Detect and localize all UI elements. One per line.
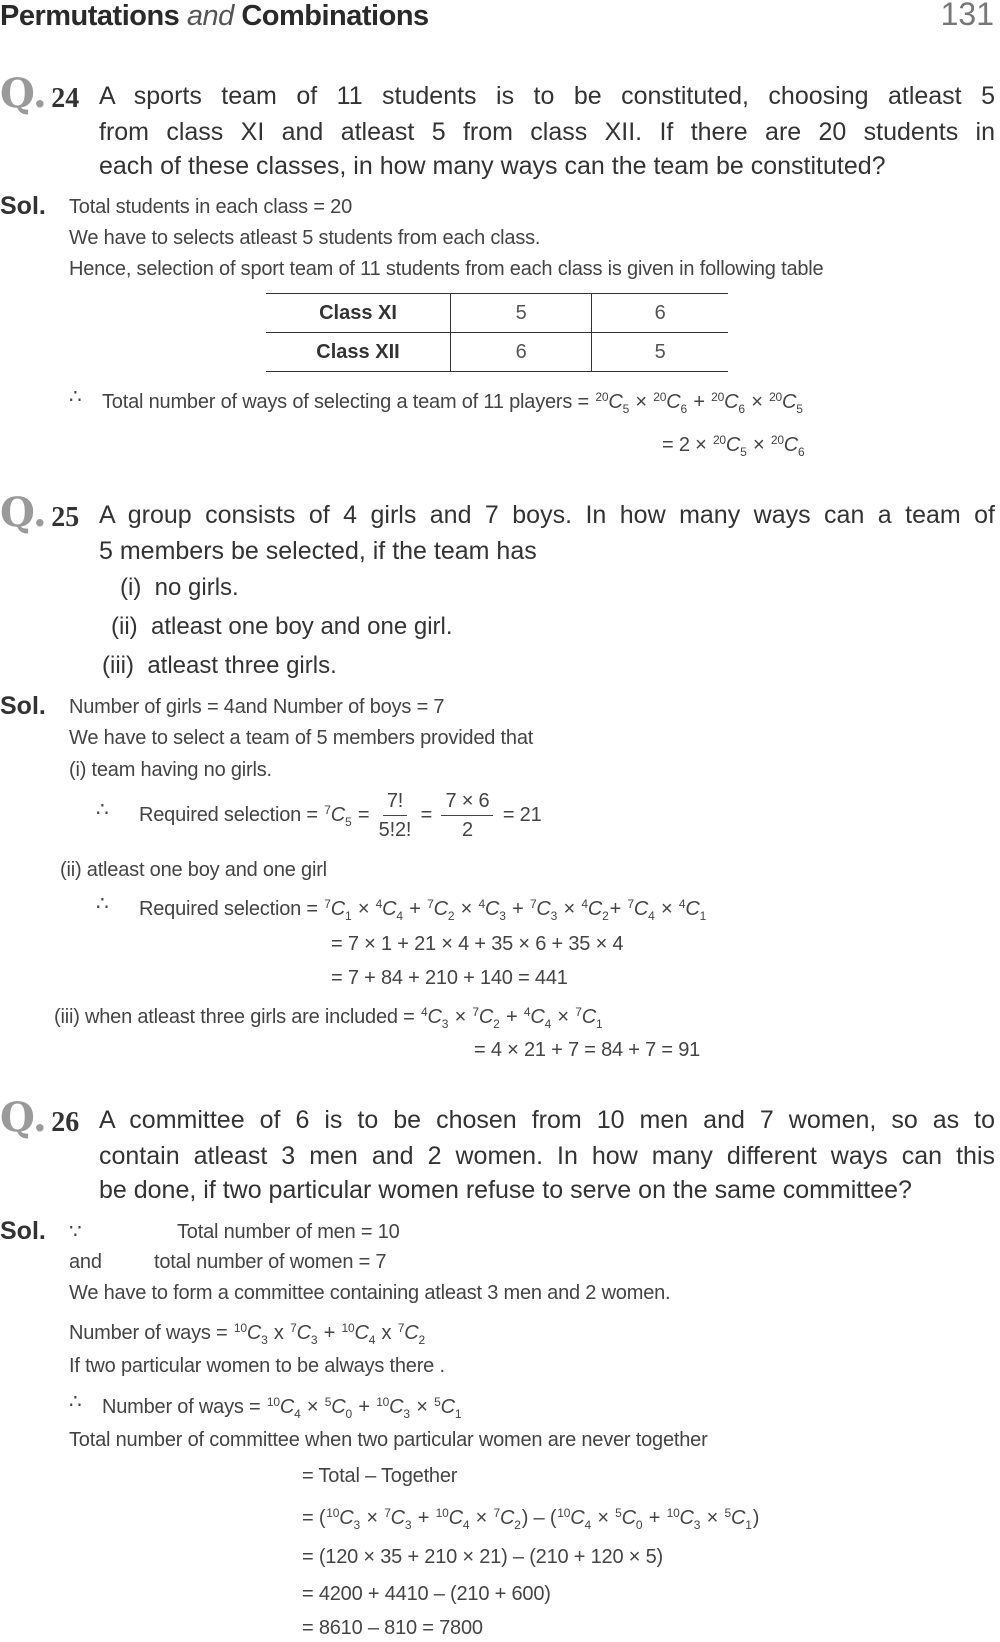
- math-text: ×: [558, 898, 581, 920]
- math-text: ×: [470, 1507, 493, 1529]
- math-text: x: [376, 1322, 397, 1344]
- solution-label: Sol.: [0, 192, 46, 220]
- combination-c: C: [621, 1507, 636, 1529]
- combination-r: 2: [493, 1017, 500, 1031]
- combination-r: 2: [418, 1333, 425, 1347]
- combination-n: 7: [575, 1005, 582, 1019]
- math-text: ×: [552, 1006, 575, 1028]
- table-cell: Class XII: [316, 340, 400, 363]
- combination: [769, 383, 803, 423]
- combination: [324, 890, 351, 930]
- solution-line: We have to select a team of 5 members provided that: [69, 727, 534, 749]
- table-cell: Class XI: [266, 294, 451, 333]
- fraction-numerator: 7!: [383, 787, 407, 816]
- combination-n: 7: [627, 897, 634, 911]
- combination-r: 4: [396, 909, 403, 923]
- question-number: 24: [51, 83, 80, 114]
- combination-c: C: [783, 434, 799, 456]
- combination-r: 4: [294, 1407, 301, 1421]
- math-text: +: [412, 1507, 435, 1529]
- question-text: 5 members be selected, if the team has: [99, 537, 537, 565]
- combination: [326, 1499, 360, 1539]
- combination-r: 1: [745, 1518, 752, 1532]
- solution-label: Sol.: [0, 692, 46, 720]
- solution-label: Sol.: [0, 1217, 46, 1245]
- combination-c: C: [685, 898, 700, 920]
- math-expression: [69, 1314, 426, 1347]
- combination-n: 20: [595, 390, 609, 404]
- question-text: contain atleast 3 men and 2 women. In how many different ways can this: [99, 1142, 995, 1170]
- combination-c: C: [433, 898, 448, 920]
- math-text: +: [403, 898, 427, 920]
- combination: [479, 890, 506, 930]
- combination-n: 4: [581, 897, 588, 911]
- combination-r: 1: [596, 1017, 603, 1031]
- math-text: Number of ways =: [69, 1322, 233, 1344]
- combination: [398, 1314, 425, 1354]
- combination-c: C: [339, 1507, 354, 1529]
- math-text: ×: [455, 898, 478, 920]
- combination-r: 5: [622, 402, 630, 416]
- combination-c: C: [499, 1507, 515, 1529]
- math-text: +: [609, 898, 627, 920]
- table-cell: 6: [451, 333, 592, 372]
- combination-n: 7: [397, 1321, 405, 1335]
- math-expression: [85, 1005, 603, 1031]
- combination-r: 3: [550, 909, 558, 923]
- combination-r: 1: [454, 1407, 462, 1421]
- combination-c: C: [570, 1507, 585, 1529]
- combination-n: 7: [472, 1005, 479, 1019]
- combination-c: C: [530, 1006, 545, 1028]
- question-text: each of these classes, in how many ways can the team be constituted?: [99, 152, 886, 180]
- solution-line: Total number of men = 10: [177, 1221, 400, 1243]
- therefore-symbol: ∴: [69, 386, 82, 408]
- combination-c: C: [354, 1322, 369, 1344]
- combination-r: 5: [796, 402, 803, 416]
- combination-r: 1: [344, 909, 352, 923]
- combination-r: 3: [403, 1407, 410, 1421]
- math-expression: [102, 1388, 462, 1421]
- math-text: when atleast three girls are included =: [85, 1006, 420, 1028]
- math-step: = 4 × 21 + 7 = 84 + 7 = 91: [474, 1039, 701, 1061]
- combination-n: 7: [324, 803, 331, 817]
- combination-r: 2: [514, 1518, 521, 1532]
- question-item: [120, 572, 239, 604]
- combination-c: C: [330, 804, 345, 826]
- combination: [595, 383, 629, 423]
- solution-line: Total students in each class = 20: [69, 196, 353, 218]
- combination-n: 7: [384, 1506, 391, 1520]
- combination: [384, 1499, 411, 1539]
- combination-n: 20: [712, 433, 726, 447]
- combination-c: C: [478, 1006, 494, 1028]
- math-text: x: [268, 1322, 290, 1344]
- combination: [324, 782, 351, 850]
- combination-n: 10: [341, 1321, 355, 1335]
- combination-c: C: [331, 1396, 346, 1418]
- combination-c: C: [536, 898, 551, 920]
- combination-c: C: [608, 391, 623, 413]
- combination-r: 6: [680, 402, 687, 416]
- combination: [667, 1499, 701, 1539]
- combination-c: C: [633, 898, 649, 920]
- combination-n: 7: [427, 897, 434, 911]
- math-text: +: [687, 391, 711, 413]
- fraction: [379, 787, 412, 844]
- combination-c: C: [679, 1507, 694, 1529]
- question-label-26: [0, 1094, 79, 1141]
- q-mark: Q.: [0, 70, 47, 117]
- combination: [653, 383, 687, 423]
- combination: [427, 890, 454, 930]
- combination-n: 5: [615, 1506, 622, 1520]
- question-item: [111, 611, 453, 643]
- math-text: +: [500, 1006, 523, 1028]
- math-text: ×: [410, 1396, 434, 1418]
- combination-n: 4: [478, 897, 485, 911]
- math-text: ×: [655, 898, 678, 920]
- item-text: atleast three girls.: [147, 652, 337, 679]
- combination-c: C: [581, 1006, 596, 1028]
- table-row: [266, 333, 728, 372]
- combination: [713, 426, 747, 466]
- combination: [679, 890, 706, 930]
- combination-n: 5: [324, 1395, 332, 1409]
- combination-r: 5: [740, 445, 747, 459]
- item-label: (i): [120, 574, 142, 601]
- part-text: atleast one boy and one girl: [86, 859, 327, 881]
- combination: [627, 890, 654, 930]
- combination: [376, 890, 403, 930]
- combination-r: 6: [738, 402, 745, 416]
- combination: [421, 998, 448, 1038]
- combination-r: 1: [699, 909, 707, 923]
- question-item: [102, 650, 337, 682]
- part-i: [69, 756, 272, 784]
- solution-line: We have to form a committee containing atleast 3 men and 2 women.: [69, 1282, 671, 1304]
- combination-r: 3: [261, 1333, 268, 1347]
- combination-c: C: [725, 434, 741, 456]
- math-text: =: [415, 804, 438, 826]
- combination-n: 10: [435, 1506, 449, 1520]
- combination-c: C: [427, 1006, 442, 1028]
- math-text: +: [318, 1322, 341, 1344]
- combination-c: C: [587, 898, 603, 920]
- math-text: =: [352, 804, 375, 826]
- combination-n: 7: [290, 1321, 297, 1335]
- combination-n: 4: [678, 897, 686, 911]
- combination-r: 4: [648, 909, 655, 923]
- combination-n: 10: [266, 1395, 280, 1409]
- combination-n: 7: [324, 897, 331, 911]
- item-label: (ii): [111, 613, 138, 640]
- combination-n: 4: [375, 897, 383, 911]
- math-text: ): [752, 1507, 760, 1529]
- combination-r: 3: [353, 1518, 360, 1532]
- chapter-title: [0, 0, 429, 33]
- math-text: +: [506, 898, 529, 920]
- question-text: A group consists of 4 girls and 7 boys. In how many ways can a team of: [99, 501, 995, 529]
- solution-line: We have to selects atleast 5 students from each class.: [69, 227, 541, 249]
- math-text: = 2 ×: [662, 434, 712, 456]
- combination-n: 5: [724, 1506, 731, 1520]
- math-expression: [139, 782, 542, 842]
- combination-r: 4: [368, 1333, 376, 1347]
- combination-r: 3: [404, 1518, 412, 1532]
- combination-c: C: [390, 1507, 405, 1529]
- combination: [724, 1499, 751, 1539]
- math-expression: [662, 426, 806, 459]
- question-text: A sports team of 11 students is to be constituted, choosing atleast 5: [99, 82, 995, 110]
- solution-line: Number of girls = 4and Number of boys = 7: [69, 696, 445, 718]
- math-text: ×: [701, 1507, 724, 1529]
- therefore-symbol: ∴: [96, 799, 109, 821]
- question-text: A committee of 6 is to be chosen from 10 men and 7 women, so as to: [99, 1106, 995, 1134]
- combination-c: C: [724, 391, 739, 413]
- combination-n: 20: [711, 390, 725, 404]
- combination-r: 2: [447, 909, 455, 923]
- combination-c: C: [782, 391, 797, 413]
- question-number: 25: [51, 502, 80, 533]
- q-mark: Q.: [0, 1094, 47, 1141]
- solution-line: Hence, selection of sport team of 11 students from each class is given in following table: [69, 258, 824, 280]
- page-number: 131: [940, 0, 994, 32]
- math-text: ×: [352, 898, 375, 920]
- combination-r: 4: [584, 1518, 591, 1532]
- combination: [711, 383, 745, 423]
- math-expression: [302, 1499, 760, 1532]
- combination-n: 10: [326, 1506, 340, 1520]
- combination-c: C: [485, 898, 500, 920]
- math-text: = 21: [497, 804, 542, 826]
- math-text: ×: [301, 1396, 324, 1418]
- combination: [615, 1499, 642, 1539]
- combination: [581, 890, 608, 930]
- combination: [436, 1499, 470, 1539]
- title-part: Combinations: [241, 0, 429, 32]
- math-step: = (120 × 35 + 210 × 21) – (210 + 120 × 5): [302, 1546, 663, 1568]
- combination-r: 3: [499, 909, 506, 923]
- solution-line: Total number of committee when two particular women are never together: [69, 1429, 708, 1451]
- combination-c: C: [440, 1396, 455, 1418]
- part-text: team having no girls.: [91, 759, 272, 781]
- combination-r: 4: [544, 1017, 552, 1031]
- math-text: = (: [302, 1507, 326, 1529]
- item-text: atleast one boy and one girl.: [151, 613, 453, 640]
- question-number: 26: [51, 1107, 80, 1138]
- combination-c: C: [382, 898, 397, 920]
- math-text: Number of ways =: [102, 1396, 266, 1418]
- combination-n: 20: [769, 390, 783, 404]
- fraction-denominator: 5!2!: [378, 819, 412, 842]
- math-text: ×: [745, 391, 769, 413]
- part-label: (ii): [60, 859, 82, 881]
- fraction: [441, 787, 493, 844]
- question-text: be done, if two particular women refuse to serve on the same committee?: [99, 1176, 912, 1204]
- math-text: +: [643, 1507, 666, 1529]
- combination-r: 0: [345, 1407, 352, 1421]
- solution-line: If two particular women to be always there .: [69, 1355, 445, 1377]
- combination: [575, 998, 602, 1038]
- combination-c: C: [666, 391, 681, 413]
- combination-r: 6: [798, 445, 805, 459]
- table-cell: 5: [451, 294, 592, 333]
- combination-c: C: [296, 1322, 311, 1344]
- math-step: = Total – Together: [302, 1465, 458, 1487]
- combination-n: 4: [523, 1005, 531, 1019]
- combination: [325, 1388, 352, 1428]
- combination: [290, 1314, 317, 1354]
- therefore-symbol: ∴: [96, 893, 109, 915]
- combination-n: 10: [376, 1395, 390, 1409]
- combination: [557, 1499, 591, 1539]
- combination-r: 2: [602, 909, 609, 923]
- item-label: (iii): [102, 652, 134, 679]
- math-text: Required selection =: [139, 898, 324, 920]
- math-step: = 7 × 1 + 21 × 4 + 35 × 6 + 35 × 4: [331, 933, 624, 955]
- combination-c: C: [730, 1507, 746, 1529]
- solution-line: total number of women = 7: [154, 1251, 387, 1273]
- math-text: +: [353, 1396, 376, 1418]
- fraction-denominator: 2: [461, 819, 473, 842]
- math-step: = 4200 + 4410 – (210 + 600): [302, 1583, 551, 1605]
- part-label: (i): [69, 759, 87, 781]
- combination: [472, 998, 499, 1038]
- q-mark: Q.: [0, 489, 47, 536]
- combination-r: 5: [344, 815, 352, 829]
- combination-c: C: [448, 1507, 463, 1529]
- combination: [771, 426, 805, 466]
- question-label-25: [0, 489, 79, 536]
- combination-r: 3: [693, 1518, 701, 1532]
- table-cell: 6: [592, 294, 728, 333]
- math-text: ) – (: [521, 1507, 557, 1529]
- combination-n: 7: [493, 1506, 500, 1520]
- because-symbol: ∵: [69, 1221, 82, 1243]
- combination-c: C: [404, 1322, 419, 1344]
- table-row: [266, 294, 728, 333]
- math-step: = 7 + 84 + 210 + 140 = 441: [331, 967, 568, 989]
- title-part: Permutations: [0, 0, 180, 32]
- math-text: ×: [360, 1507, 384, 1529]
- math-expression: [102, 383, 804, 416]
- math-text: Required selection =: [139, 804, 324, 826]
- combination-r: 3: [441, 1017, 449, 1031]
- combination-n: 7: [529, 897, 537, 911]
- part-label: (iii): [54, 1006, 80, 1028]
- and-label: and: [69, 1251, 102, 1273]
- combination-r: 3: [310, 1333, 318, 1347]
- combination: [376, 1388, 410, 1428]
- math-expression: [139, 890, 707, 923]
- fraction-numerator: 7 × 6: [441, 787, 493, 816]
- combination-n: 10: [666, 1506, 680, 1520]
- combination-r: 4: [462, 1518, 470, 1532]
- selection-table: [266, 293, 728, 372]
- math-text: ×: [449, 1006, 472, 1028]
- combination-n: 10: [233, 1321, 247, 1335]
- item-text: no girls.: [154, 574, 239, 601]
- math-text: Total number of ways of selecting a team of 11 players =: [102, 391, 595, 413]
- combination-r: 0: [635, 1518, 643, 1532]
- combination-c: C: [389, 1396, 404, 1418]
- combination-n: 20: [653, 390, 667, 404]
- part-iii: [54, 998, 603, 1031]
- combination: [494, 1499, 521, 1539]
- therefore-symbol: ∴: [69, 1391, 82, 1413]
- combination-c: C: [330, 898, 345, 920]
- combination-c: C: [246, 1322, 262, 1344]
- combination: [267, 1388, 301, 1428]
- part-ii: [60, 856, 327, 884]
- combination: [234, 1314, 268, 1354]
- combination-c: C: [279, 1396, 295, 1418]
- question-text: from class XI and atleast 5 from class XII. If there are 20 students in: [99, 118, 995, 146]
- math-text: ×: [591, 1507, 615, 1529]
- math-text: ×: [747, 434, 770, 456]
- combination: [530, 890, 557, 930]
- title-and: and: [186, 0, 234, 32]
- combination-n: 4: [421, 1005, 428, 1019]
- math-text: ×: [630, 391, 653, 413]
- combination: [342, 1314, 376, 1354]
- table-cell: 5: [592, 333, 728, 372]
- question-label-24: [0, 70, 79, 117]
- combination-n: 5: [434, 1395, 441, 1409]
- combination-n: 20: [770, 433, 784, 447]
- combination-n: 10: [557, 1506, 571, 1520]
- combination: [524, 998, 551, 1038]
- math-step: = 8610 – 810 = 7800: [302, 1617, 483, 1639]
- combination: [434, 1388, 461, 1428]
